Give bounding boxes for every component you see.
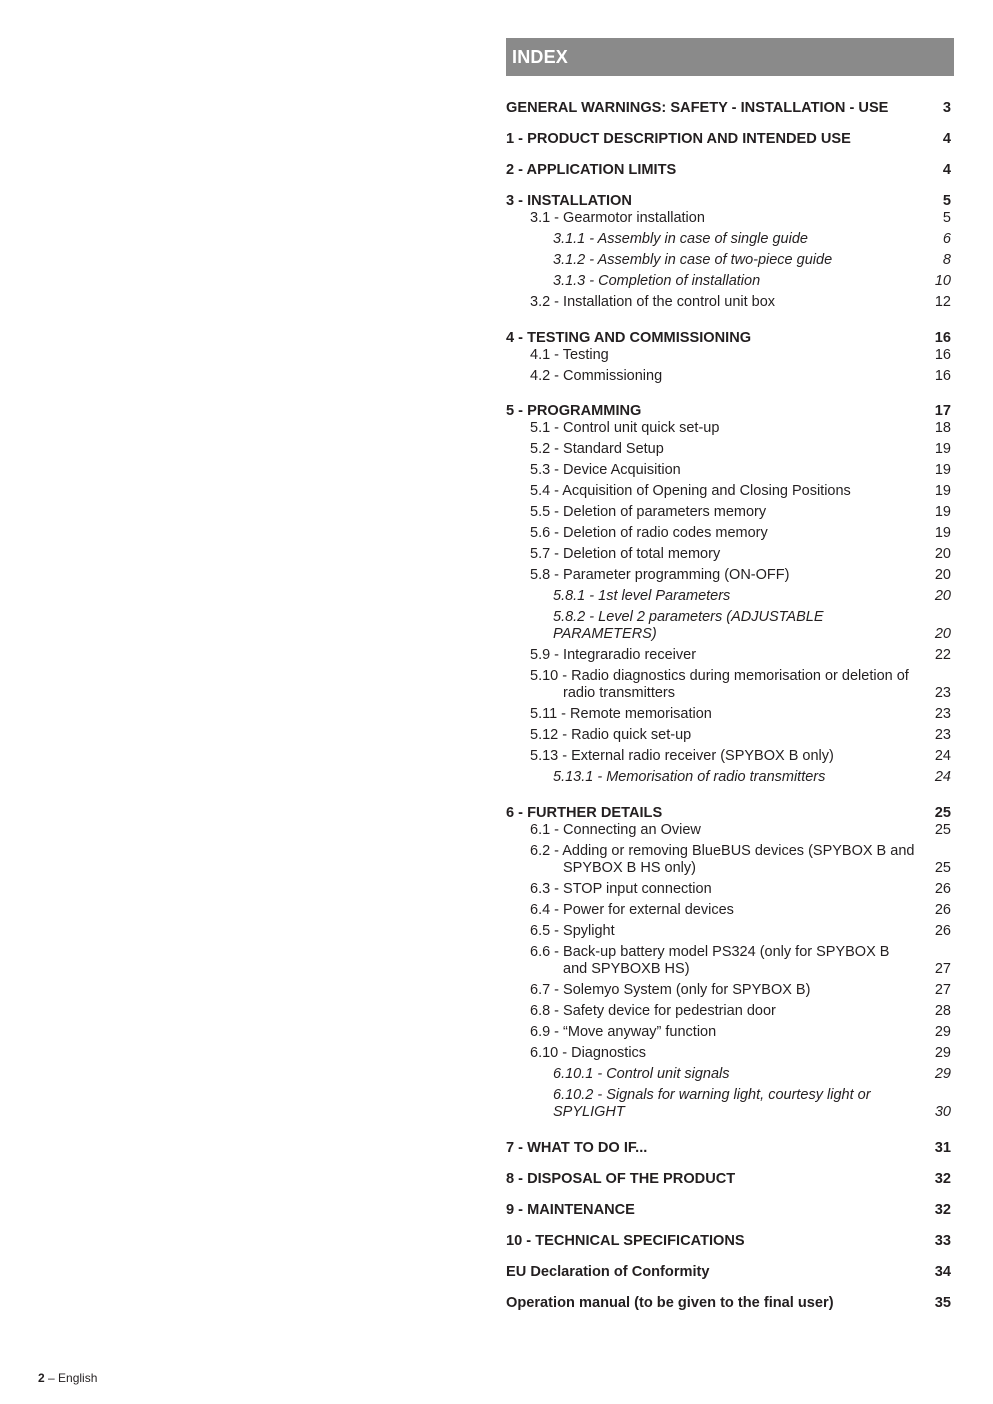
toc-entry-page: 19 bbox=[934, 504, 951, 520]
toc-subsection-entry[interactable] bbox=[506, 668, 951, 702]
toc-entry-label: Operation manual (to be given to the final user) bbox=[506, 1295, 834, 1311]
toc-entry-page: 31 bbox=[934, 1140, 951, 1156]
toc-entry-label: 5.9 - Integraradio receiver bbox=[530, 647, 697, 663]
toc-subsection-entry[interactable] bbox=[506, 441, 951, 458]
toc-subsection-entry[interactable] bbox=[506, 462, 951, 479]
toc-entry-label: 6.9 - “Move anyway” function bbox=[530, 1024, 717, 1040]
toc-entry-page: 12 bbox=[934, 294, 951, 310]
toc-entry-page: 19 bbox=[934, 525, 951, 541]
toc-subsection-entry[interactable] bbox=[506, 1003, 951, 1020]
toc-section-entry[interactable] bbox=[506, 1233, 951, 1250]
toc-entry-label: 3 - INSTALLATION bbox=[506, 193, 632, 209]
toc-entry-label: 6.3 - STOP input connection bbox=[530, 881, 712, 897]
toc-subsubsection-entry[interactable] bbox=[506, 231, 951, 248]
toc-entry-label: 10 - TECHNICAL SPECIFICATIONS bbox=[506, 1233, 745, 1249]
toc-entry-label: 5.10 - Radio diagnostics during memorisation or deletion of radio transmitters bbox=[530, 668, 909, 701]
toc-entry-label: 1 - PRODUCT DESCRIPTION AND INTENDED USE bbox=[506, 131, 851, 147]
toc-entry-label: 5.12 - Radio quick set-up bbox=[530, 727, 692, 743]
toc-entry-label: 9 - MAINTENANCE bbox=[506, 1202, 635, 1218]
toc-entry-page: 8 bbox=[942, 252, 951, 268]
toc-entry-label: 6.4 - Power for external devices bbox=[530, 902, 734, 918]
toc-entry-page: 16 bbox=[934, 347, 951, 363]
toc-entry-label: 6.1 - Connecting an Oview bbox=[530, 822, 701, 838]
toc-entry-page: 26 bbox=[934, 923, 951, 939]
toc-section-entry[interactable] bbox=[506, 162, 951, 179]
toc-entry-page: 20 bbox=[934, 546, 951, 562]
toc-entry-page: 32 bbox=[934, 1171, 951, 1187]
toc-entry-label: 8 - DISPOSAL OF THE PRODUCT bbox=[506, 1171, 736, 1187]
toc-entry-label: 6.10 - Diagnostics bbox=[530, 1045, 647, 1061]
toc-section-entry[interactable] bbox=[506, 1140, 951, 1157]
toc-entry-page: 5 bbox=[942, 210, 951, 226]
toc-entry-label: 5 - PROGRAMMING bbox=[506, 403, 642, 419]
toc-entry-page: 10 bbox=[934, 273, 951, 289]
toc-entry-page: 27 bbox=[934, 982, 951, 998]
toc-entry-page: 23 bbox=[934, 727, 951, 743]
toc-subsubsection-entry[interactable] bbox=[506, 588, 951, 605]
toc-entry-label: 5.1 - Control unit quick set-up bbox=[530, 420, 720, 436]
toc-entry-page: 20 bbox=[934, 626, 951, 642]
footer-language: English bbox=[58, 1371, 98, 1385]
toc-entry-page: 33 bbox=[934, 1233, 951, 1249]
footer-page-number: 2 bbox=[38, 1371, 45, 1385]
toc-entry-page: 25 bbox=[934, 860, 951, 876]
toc-entry-label: 6.8 - Safety device for pedestrian door bbox=[530, 1003, 776, 1019]
toc-entry-label: 5.8.1 - 1st level Parameters bbox=[553, 588, 731, 604]
toc-entry-page: 18 bbox=[934, 420, 951, 436]
toc-entry-page: 35 bbox=[934, 1295, 951, 1311]
toc-subsection-entry[interactable] bbox=[506, 1045, 951, 1062]
toc-entry-label: 5.2 - Standard Setup bbox=[530, 441, 664, 457]
toc-subsection-entry[interactable] bbox=[506, 368, 951, 385]
toc-section-entry[interactable] bbox=[506, 330, 951, 347]
toc-entry-label: 5.6 - Deletion of radio codes memory bbox=[530, 525, 768, 541]
toc-subsection-entry[interactable] bbox=[506, 944, 951, 978]
toc-entry-label: 6.2 - Adding or removing BlueBUS devices (SPYBOX B and SPYBOX B HS only) bbox=[530, 843, 915, 876]
toc-entry-page: 25 bbox=[934, 822, 951, 838]
toc-entry-label: 2 - APPLICATION LIMITS bbox=[506, 162, 677, 178]
toc-entry-page: 24 bbox=[934, 748, 951, 764]
toc-entry-label: 5.8 - Parameter programming (ON-OFF) bbox=[530, 567, 790, 583]
toc-entry-page: 5 bbox=[942, 193, 951, 209]
toc-entry-label: 4.1 - Testing bbox=[530, 347, 609, 363]
toc-subsubsection-entry[interactable] bbox=[506, 1087, 951, 1121]
index-title: INDEX bbox=[512, 46, 569, 67]
toc-section-entry[interactable] bbox=[506, 1264, 951, 1281]
toc-section-entry[interactable] bbox=[506, 805, 951, 822]
toc-entry-label: 5.5 - Deletion of parameters memory bbox=[530, 504, 767, 520]
toc-entry-page: 20 bbox=[934, 588, 951, 604]
toc-entry-label: 6.10.2 - Signals for warning light, courtesy light or SPYLIGHT bbox=[553, 1087, 871, 1120]
toc-entry-label: 3.1.2 - Assembly in case of two-piece guide bbox=[553, 252, 833, 268]
toc-subsubsection-entry[interactable] bbox=[506, 609, 951, 643]
toc-subsection-entry[interactable] bbox=[506, 843, 951, 877]
toc-entry-label: 6.5 - Spylight bbox=[530, 923, 615, 939]
toc-entry-page: 20 bbox=[934, 567, 951, 583]
toc-subsection-entry[interactable] bbox=[506, 347, 951, 364]
toc-subsubsection-entry[interactable] bbox=[506, 252, 951, 269]
toc-subsection-entry[interactable] bbox=[506, 546, 951, 563]
toc-entry-page: 29 bbox=[934, 1024, 951, 1040]
toc-subsection-entry[interactable] bbox=[506, 504, 951, 521]
toc-entry-page: 26 bbox=[934, 902, 951, 918]
page-footer bbox=[38, 1371, 97, 1385]
toc-entry-page: 28 bbox=[934, 1003, 951, 1019]
toc-subsection-entry[interactable] bbox=[506, 727, 951, 744]
toc-entry-page: 16 bbox=[934, 330, 951, 346]
table-of-contents bbox=[506, 100, 951, 1312]
toc-entry-label: 3.1 - Gearmotor installation bbox=[530, 210, 705, 226]
toc-entry-label: 3.2 - Installation of the control unit box bbox=[530, 294, 776, 310]
toc-subsection-entry[interactable] bbox=[506, 647, 951, 664]
toc-section-entry[interactable] bbox=[506, 131, 951, 148]
toc-subsection-entry[interactable] bbox=[506, 822, 951, 839]
toc-subsection-entry[interactable] bbox=[506, 902, 951, 919]
toc-entry-page: 17 bbox=[934, 403, 951, 419]
toc-entry-page: 4 bbox=[942, 131, 951, 147]
toc-entry-label: 6.6 - Back-up battery model PS324 (only for SPYBOX B and SPYBOXB HS) bbox=[530, 944, 890, 977]
toc-entry-label: EU Declaration of Conformity bbox=[506, 1264, 710, 1280]
toc-entry-page: 29 bbox=[934, 1045, 951, 1061]
toc-entry-label: 6.10.1 - Control unit signals bbox=[553, 1066, 730, 1082]
toc-entry-label: GENERAL WARNINGS: SAFETY - INSTALLATION - USE bbox=[506, 100, 889, 116]
toc-subsubsection-entry[interactable] bbox=[506, 769, 951, 786]
toc-subsection-entry[interactable] bbox=[506, 1024, 951, 1041]
toc-subsection-entry[interactable] bbox=[506, 748, 951, 765]
toc-entry-page: 19 bbox=[934, 462, 951, 478]
toc-entry-page: 34 bbox=[934, 1264, 951, 1280]
footer-separator: – bbox=[44, 1371, 59, 1385]
toc-subsection-entry[interactable] bbox=[506, 525, 951, 542]
toc-entry-label: 5.8.2 - Level 2 parameters (ADJUSTABLE PARAMETERS) bbox=[553, 609, 824, 642]
toc-entry-label: 6 - FURTHER DETAILS bbox=[506, 805, 663, 821]
toc-subsection-entry[interactable] bbox=[506, 567, 951, 584]
toc-entry-label: 4 - TESTING AND COMMISSIONING bbox=[506, 330, 752, 346]
toc-entry-label: 5.7 - Deletion of total memory bbox=[530, 546, 721, 562]
toc-entry-label: 6.7 - Solemyo System (only for SPYBOX B) bbox=[530, 982, 811, 998]
toc-subsubsection-entry[interactable] bbox=[506, 273, 951, 290]
toc-section-entry[interactable] bbox=[506, 403, 951, 420]
toc-subsection-entry[interactable] bbox=[506, 483, 951, 500]
toc-entry-page: 19 bbox=[934, 441, 951, 457]
toc-subsection-entry[interactable] bbox=[506, 982, 951, 999]
toc-entry-page: 16 bbox=[934, 368, 951, 384]
toc-entry-page: 23 bbox=[934, 685, 951, 701]
toc-section-entry[interactable] bbox=[506, 1171, 951, 1188]
toc-subsection-entry[interactable] bbox=[506, 923, 951, 940]
toc-entry-label: 5.13 - External radio receiver (SPYBOX B only) bbox=[530, 748, 834, 764]
toc-entry-page: 24 bbox=[934, 769, 951, 785]
toc-section-entry[interactable] bbox=[506, 193, 951, 210]
toc-entry-page: 29 bbox=[934, 1066, 951, 1082]
toc-entry-label: 4.2 - Commissioning bbox=[530, 368, 663, 384]
toc-entry-page: 4 bbox=[942, 162, 951, 178]
toc-entry-label: 5.4 - Acquisition of Opening and Closing Positions bbox=[530, 483, 851, 499]
toc-entry-label: 7 - WHAT TO DO IF... bbox=[506, 1140, 648, 1156]
index-header-bar bbox=[506, 38, 954, 76]
toc-subsubsection-entry[interactable] bbox=[506, 1066, 951, 1083]
toc-entry-label: 3.1.1 - Assembly in case of single guide bbox=[553, 231, 808, 247]
toc-section-entry[interactable] bbox=[506, 1202, 951, 1219]
toc-section-entry[interactable] bbox=[506, 100, 951, 117]
toc-entry-label: 5.13.1 - Memorisation of radio transmitters bbox=[553, 769, 826, 785]
toc-subsection-entry[interactable] bbox=[506, 881, 951, 898]
toc-subsection-entry[interactable] bbox=[506, 420, 951, 437]
toc-entry-page: 25 bbox=[934, 805, 951, 821]
toc-entry-page: 3 bbox=[942, 100, 951, 116]
toc-entry-page: 22 bbox=[934, 647, 951, 663]
toc-subsection-entry[interactable] bbox=[506, 706, 951, 723]
toc-section-entry[interactable] bbox=[506, 1295, 951, 1312]
toc-entry-page: 26 bbox=[934, 881, 951, 897]
toc-entry-page: 27 bbox=[934, 961, 951, 977]
toc-subsection-entry[interactable] bbox=[506, 210, 951, 227]
toc-entry-label: 3.1.3 - Completion of installation bbox=[553, 273, 761, 289]
toc-entry-page: 32 bbox=[934, 1202, 951, 1218]
toc-entry-page: 30 bbox=[934, 1104, 951, 1120]
toc-entry-label: 5.3 - Device Acquisition bbox=[530, 462, 681, 478]
toc-entry-label: 5.11 - Remote memorisation bbox=[530, 706, 712, 722]
toc-entry-page: 6 bbox=[942, 231, 951, 247]
toc-subsection-entry[interactable] bbox=[506, 294, 951, 311]
toc-entry-page: 19 bbox=[934, 483, 951, 499]
toc-entry-page: 23 bbox=[934, 706, 951, 722]
